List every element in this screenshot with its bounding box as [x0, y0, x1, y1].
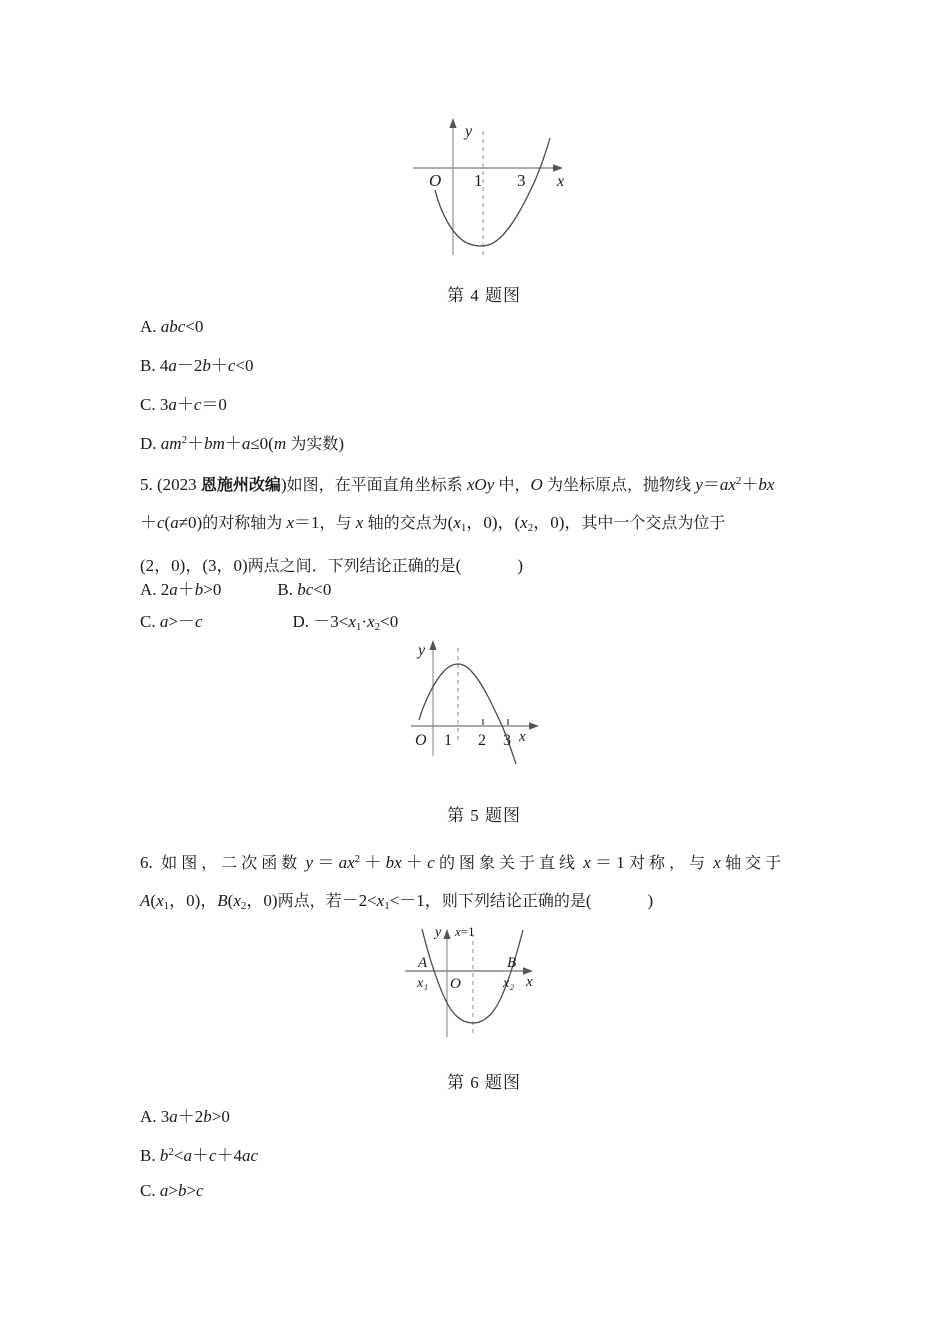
tick-3-label: 3 — [517, 171, 526, 190]
point-b-label: B — [507, 955, 517, 971]
origin-label: O — [429, 171, 442, 190]
y-axis-arrow — [443, 929, 450, 939]
q4-option-b: B. 4a－2b＋c<0 — [140, 356, 254, 375]
q5-stem-line-3: (2，0)，(3，0)两点之间．下列结论正确的是( ) — [140, 556, 524, 575]
x1-label: x₁ — [417, 976, 429, 991]
q4-option-c: C. 3a＋c＝0 — [140, 395, 227, 414]
tick-1-label: 1 — [444, 732, 452, 749]
q6-option-b: B. $b^2<a+c+4ac$ — [140, 1146, 259, 1165]
origin-label: O — [415, 732, 427, 749]
x-axis-label: x — [519, 729, 526, 745]
x2-label: x₂ — [503, 976, 515, 991]
q5-stem-line-2: ＋c(a≠0)的对称轴为 x＝1，与 x 轴的交点为($x_1$，0)，($x_2$，0)，其中一个交点为位于 — [140, 513, 726, 534]
tick-2-label: 2 — [478, 732, 486, 749]
figure-question-5 — [405, 628, 565, 778]
figure-6-svg — [395, 925, 565, 1050]
q5-option-c-d: C. a>－c D. $-3<x_1\cdot x_2<0$ — [140, 612, 399, 633]
q6-option-c: C. a>b>c — [140, 1181, 204, 1200]
x-axis-label: x — [557, 173, 565, 190]
figure-5-svg — [405, 628, 565, 778]
x-axis-arrow — [529, 722, 539, 730]
tick-3-label: 3 — [503, 732, 511, 749]
q6-stem — [140, 840, 810, 925]
y-axis-arrow — [449, 118, 456, 128]
q4-option-d: D. $am^2+bm+a\le 0(m$ 为实数) — [140, 434, 345, 453]
y-axis-label: y — [465, 123, 473, 140]
figure-question-4 — [405, 110, 575, 265]
figure-4-svg — [405, 110, 575, 265]
q6-stem-line-1: 6. 如图，二次函数 $y = ax^2$ ＋ bx ＋ c 的图象关于直线 x ＝ 1 对称，与 x 轴交于 — [140, 853, 786, 872]
parabola-curve — [435, 138, 550, 246]
figure-6-caption: 第 6 题图 — [447, 1073, 521, 1092]
tick-1-label: 1 — [474, 171, 483, 190]
q6-stem-line-2: $A(x_1$，0)，$B(x_2$，0)两点，若$-2<x_1<-1$，则下列结论正确的是( ) — [140, 891, 654, 912]
figure-question-6 — [395, 925, 565, 1050]
point-a-label: A — [418, 955, 428, 971]
symmetry-axis-label: x=1 — [455, 925, 475, 939]
figure-4-caption: 第 4 题图 — [447, 286, 521, 305]
y-axis-label: y — [435, 925, 442, 940]
figure-5-caption: 第 5 题图 — [447, 806, 521, 825]
x-axis-label: x — [526, 974, 533, 990]
q4-option-a: A. abc<0 — [140, 317, 204, 336]
x-axis-arrow — [553, 164, 563, 172]
origin-label: O — [450, 976, 461, 992]
q5-option-a-b: A. 2a＋b>0 B. bc<0 — [140, 580, 332, 599]
q5-stem-line-1: 5. (2023 恩施州改编)如图，在平面直角坐标系 xOy 中，O 为坐标原点，抛物线 $y=ax^2+bx$ — [140, 475, 775, 494]
y-axis-arrow — [429, 640, 436, 650]
q5-stem — [140, 462, 810, 585]
y-axis-label: y — [418, 642, 426, 659]
q6-option-a: A. 3a＋2b>0 — [140, 1107, 230, 1126]
